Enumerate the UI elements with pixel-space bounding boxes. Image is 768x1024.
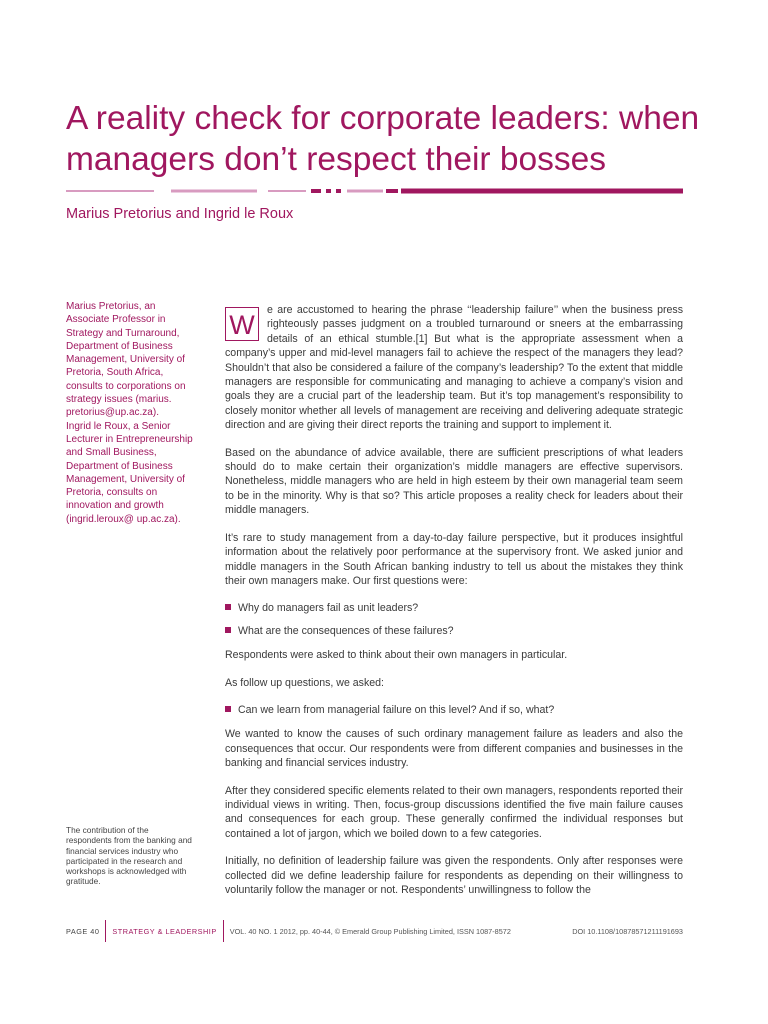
question-list bbox=[225, 601, 683, 638]
rule-segment bbox=[268, 190, 306, 192]
question-list bbox=[225, 703, 683, 717]
drop-cap: W bbox=[225, 307, 259, 341]
journal-name: STRATEGY & LEADERSHIP bbox=[112, 926, 217, 936]
author-bios bbox=[66, 300, 200, 526]
paragraph: Initially, no definition of leadership failure was given the respondents. Only after responses were collected did we define leadership failure for respondents as depending on their willingness to voluntarily follow the manager or not. Respondents’ unwillingness to follow the bbox=[225, 855, 683, 896]
rule-segment bbox=[326, 189, 331, 193]
footer-divider bbox=[223, 920, 224, 942]
rule-segment bbox=[401, 189, 683, 194]
rule-segment bbox=[336, 189, 341, 193]
rule-segment bbox=[386, 189, 398, 193]
citation: VOL. 40 NO. 1 2012, pp. 40-44, © Emerald Group Publishing Limited, ISSN 1087-8572 bbox=[229, 926, 511, 936]
article-title: A reality check for corporate leaders: when managers don’t respect their bosses bbox=[66, 100, 700, 178]
footer-divider bbox=[105, 920, 106, 942]
author-bio: Ingrid le Roux, a Senior Lecturer in Entrepreneurship and Small Business, Department of Business Management, University of Pretoria, consults on innovation and growth (ingrid.leroux@ up.ac.za). bbox=[66, 420, 193, 525]
rule-segment bbox=[66, 190, 154, 192]
paragraph-text: e are accustomed to hearing the phrase ‘‘leadership failure’’ when the business press righteously passes judgment on a troubled turnaround or sneers at the embarrassing details of an ethical stumble.[1] But what is the appropriate assessment when a company’s upper and mid-level managers fail to achieve the respect of the managers they lead? Shouldn’t that also be considered a failure of the company’s leadership? To the extent that middle managers are responsible for communicating and managing to achieve a company’s vision and goals they are a crucial part of the leadership team. But it’s top management’s responsibility to closely monitor whether all levels of management are receiving and delivering adequate strategic direction and are giving their direct reports the training and support to implement it. bbox=[225, 304, 683, 432]
paragraph: It’s rare to study management from a day-to-day failure perspective, but it produces insightful information about the relatively poor performance at the supervisory front. We asked junior and middle managers in the South African banking industry to tell us about the mistakes they think their own managers make. Our first questions were: bbox=[225, 531, 683, 587]
paragraph: Respondents were asked to think about their own managers in particular. bbox=[225, 649, 568, 662]
list-item: Why do managers fail as unit leaders? bbox=[225, 601, 683, 615]
page-footer bbox=[66, 920, 683, 942]
list-item: What are the consequences of these failures? bbox=[225, 624, 683, 638]
paragraph bbox=[225, 303, 683, 433]
rule-segment bbox=[311, 189, 321, 193]
paragraph: We wanted to know the causes of such ordinary management failure as leaders and also the consequences that occur. Our respondents were from different companies and businesses in the banking and financial services industry. bbox=[225, 728, 683, 770]
page-number: PAGE 40 bbox=[66, 926, 100, 936]
paragraph: Based on the abundance of advice available, there are sufficient prescriptions of what leaders should do to make certain their organization’s middle managers are effective supervisors. Nonetheless, middle managers who are held in high esteem by their own managerial team seem to be in the minority. Why is that so? This article proposes a reality check for leaders about their middle managers. bbox=[225, 446, 683, 517]
author-bio: Marius Pretorius, an Associate Professor in Strategy and Turnaround, Department of Business Management, University of Pretoria, South Africa, consults to corporations on strategy issues (marius. pretorius@up.ac.za). bbox=[66, 301, 186, 419]
rule-segment bbox=[347, 190, 383, 193]
rule-segment bbox=[171, 190, 257, 193]
author-line: Marius Pretorius and Ingrid le Roux bbox=[66, 206, 294, 222]
paragraph: As follow up questions, we asked: bbox=[225, 676, 384, 689]
doi: DOI 10.1108/10878571211191693 bbox=[572, 926, 683, 936]
paragraph: After they considered specific elements related to their own managers, respondents reported their individual views in writing. Then, focus-group discussions identified the five main failure causes and consequences for each group. These generally confirmed the individual responses but contained a lot of jargon, which we boiled down to a few categories. bbox=[225, 784, 683, 840]
acknowledgement: The contribution of the respondents from the banking and financial services industry who participated in the research and workshops is acknowledged with gratitude. bbox=[66, 825, 192, 887]
article-body bbox=[225, 303, 683, 910]
decorative-rule bbox=[66, 187, 683, 195]
list-item: Can we learn from managerial failure on this level? And if so, what? bbox=[225, 703, 683, 717]
